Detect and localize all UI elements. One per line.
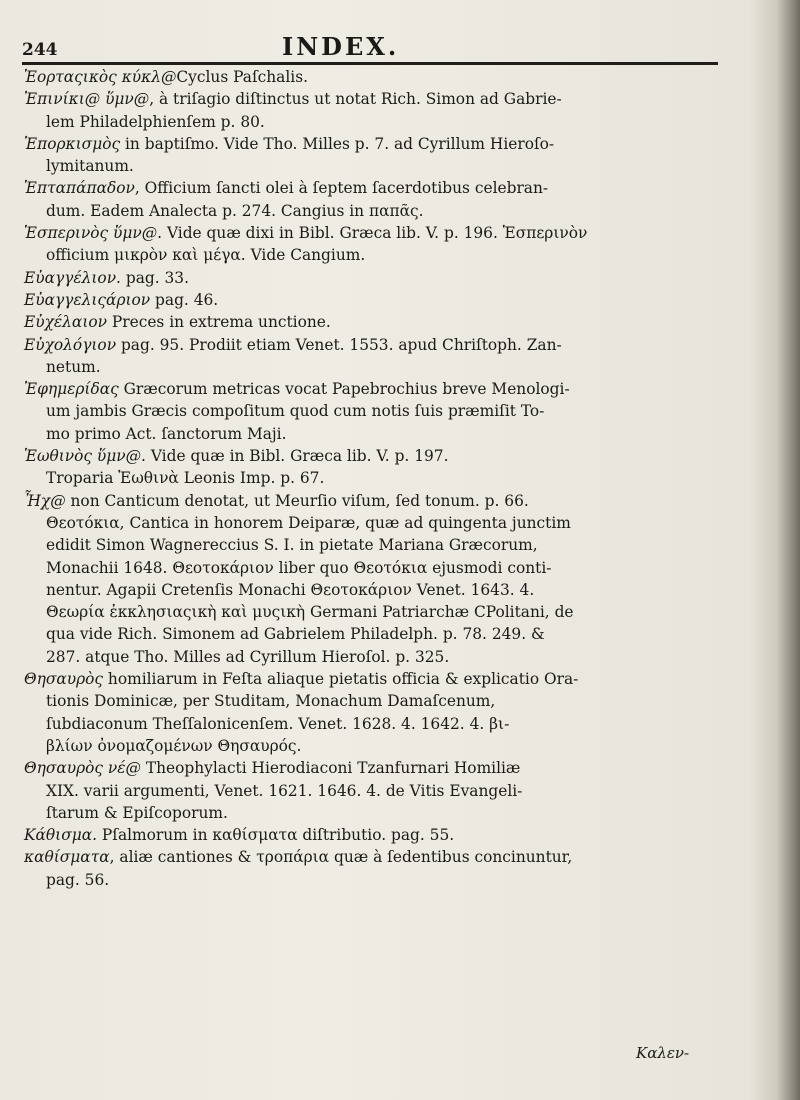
- index-entry: [24, 66, 730, 88]
- index-entry: [24, 334, 730, 379]
- entry-text: pag. 56.: [46, 870, 110, 889]
- page-header: [22, 18, 742, 61]
- greek-headword: Θησαυρὸς νέ@: [24, 759, 141, 778]
- entry-text: nentur. Agapii Cretenſis Monachi Θεοτοκάριον Venet. 1643. 4.: [46, 580, 535, 599]
- entry-text: um jambis Græcis compoſitum quod cum notis ſuis præmiſit To-: [46, 402, 545, 421]
- entry-text: Monachii 1648. Θεοτοκάριον liber quo Θεοτόκια ejusmodi conti-: [46, 558, 552, 577]
- entry-text: Theophylacti Hierodiaconi Tzanfurnari Homiliæ: [140, 759, 521, 778]
- greek-headword: καθίσματα: [24, 848, 110, 867]
- greek-headword: Εὐαγγελιςάριον: [24, 290, 151, 309]
- index-entry: [24, 824, 730, 846]
- entry-text: qua vide Rich. Simonem ad Gabrielem Philadelph. p. 78. 249. &: [46, 625, 545, 644]
- entry-text: Preces in extrema unctione.: [106, 313, 331, 332]
- greek-headword: Εὐαγγέλιον.: [24, 268, 121, 287]
- greek-headword: Ἐπινίκι@ ὕμν@: [24, 90, 150, 109]
- index-entry: [24, 289, 730, 311]
- page-edge-shadow: [748, 0, 800, 1100]
- index-entry: [24, 378, 730, 445]
- entry-text: pag. 95. Prodiit etiam Venet. 1553. apud Chriſtoph. Zan-: [116, 335, 562, 354]
- entry-text: . Vide quæ dixi in Bibl. Græca lib. V. p. 196. Ἑσπερινὸν: [157, 224, 588, 243]
- index-entries: [24, 66, 730, 891]
- index-entry: [24, 757, 730, 824]
- greek-headword: Ἐπορκισμὸς: [24, 134, 121, 153]
- entry-text: 287. atque Tho. Milles ad Cyrillum Hieroſol. p. 325.: [46, 647, 450, 666]
- catchword: Καλεν-: [636, 1044, 690, 1062]
- entry-text: , aliæ cantiones & τροπάρια quæ à ſedentibus concinuntur,: [109, 848, 573, 867]
- index-entry: [24, 445, 730, 490]
- entry-text: non Canticum denotat, ut Meurſio viſum, ſed tonum. p. 66.: [65, 491, 529, 510]
- entry-text: ſtarum & Epiſcoporum.: [46, 803, 228, 822]
- entry-text: mo primo Act. ſanctorum Maji.: [46, 424, 287, 443]
- entry-text: , Officium ſancti olei à ſeptem ſacerdotibus celebran-: [134, 179, 549, 198]
- greek-headword: Εὐχέλαιον: [24, 313, 107, 332]
- index-entry: [24, 267, 730, 289]
- greek-headword: Ἑωθινὸς ὕμν@: [24, 447, 142, 466]
- entry-text: Cyclus Paſchalis.: [176, 68, 308, 86]
- index-entry: [24, 177, 730, 222]
- entry-text: in baptiſmo. Vide Tho. Milles p. 7. ad Cyrillum Hieroſo-: [120, 134, 555, 153]
- greek-headword: Ἦχ@: [24, 491, 66, 510]
- entry-text: Θεοτόκια, Cantica in honorem Deiparæ, quæ ad quingenta junctim: [46, 513, 571, 532]
- running-title: INDEX.: [282, 32, 400, 61]
- greek-headword: Κάθισμα.: [24, 826, 97, 845]
- entry-text: Pſalmorum in καθίσματα diſtributio. pag. 55.: [97, 826, 455, 845]
- entry-text: lem Philadelphienſem p. 80.: [46, 112, 265, 131]
- index-entry: [24, 490, 730, 668]
- greek-headword: Ἑσπερινὸς ὕμν@: [24, 224, 158, 243]
- index-entry: [24, 668, 730, 757]
- entry-text: lymitanum.: [46, 157, 134, 176]
- page-number: 244: [22, 40, 58, 60]
- greek-headword: Ἑορταςικὸς κύκλ@: [24, 68, 177, 86]
- index-entry: [24, 311, 730, 333]
- entry-text: netum.: [46, 357, 101, 376]
- entry-text: pag. 33.: [120, 268, 189, 287]
- entry-text: βλίων ὀνομαζομένων Θησαυρός.: [46, 736, 302, 755]
- greek-headword: Ἑπταπάπαδον: [24, 179, 135, 198]
- entry-text: pag. 46.: [150, 290, 219, 309]
- entry-text: Θεωρία ἐκκλησιαςικὴ καὶ μυςικὴ Germani Patriarchæ CPolitani, de: [46, 603, 574, 622]
- entry-text: ſubdiaconum Theſſalonicenſem. Venet. 1628. 4. 1642. 4. βι-: [46, 714, 510, 733]
- entry-text: homiliarum in Feſta aliaque pietatis officia & explicatio Ora-: [103, 670, 579, 689]
- header-rule: [22, 62, 718, 65]
- entry-text: officium μικρὸν καὶ μέγα. Vide Cangium.: [46, 246, 366, 265]
- entry-text: edidit Simon Wagnereccius S. I. in pietate Mariana Græcorum,: [46, 536, 538, 555]
- index-entry: [24, 133, 730, 178]
- entry-text: , à triſagio diſtinctus ut notat Rich. Simon ad Gabrie-: [149, 90, 562, 109]
- entry-text: . Vide quæ in Bibl. Græca lib. V. p. 197.: [141, 447, 449, 466]
- entry-text: tionis Dominicæ, per Studitam, Monachum Damaſcenum,: [46, 692, 496, 711]
- index-entry: [24, 846, 730, 891]
- entry-text: Græcorum metricas vocat Papebrochius breve Menologi-: [118, 380, 570, 399]
- greek-headword: Ἐφημερίδας: [24, 380, 119, 399]
- greek-headword: Θησαυρὸς: [24, 670, 104, 689]
- index-entry: [24, 222, 730, 267]
- entry-text: XIX. varii argumenti, Venet. 1621. 1646. 4. de Vitis Evangeli-: [46, 781, 523, 800]
- entry-text: Troparia Ἑωθινὰ Leonis Imp. p. 67.: [46, 469, 325, 488]
- entry-text: dum. Eadem Analecta p. 274. Cangius in παπᾶς.: [46, 201, 424, 220]
- greek-headword: Εὐχολόγιον: [24, 335, 117, 354]
- index-entry: [24, 88, 730, 133]
